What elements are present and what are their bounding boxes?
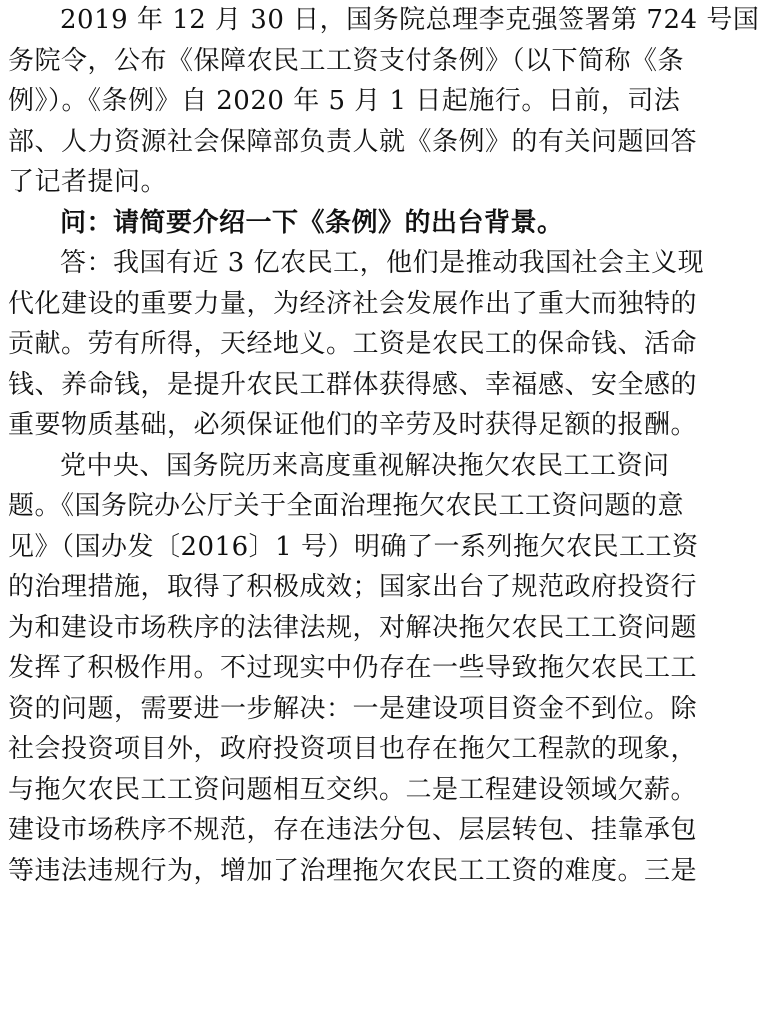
text-line: 发挥了积极作用。不过现实中仍存在一些导致拖欠农民工工 <box>8 653 698 683</box>
text-line: 代化建设的重要力量，为经济社会发展作出了重大而独特的 <box>8 288 698 319</box>
text-line: 建设市场秩序不规范，存在违法分包、层层转包、挂靠承包 <box>8 815 698 845</box>
question-line: 问：请简要介绍一下《条例》的出台背景。 <box>60 207 564 238</box>
text-line: 的治理措施，取得了积极成效；国家出台了规范政府投资行 <box>8 572 698 602</box>
text-line: 重要物质基础，必须保证他们的辛劳及时获得足额的报酬。 <box>8 410 698 440</box>
question-heading <box>8 203 632 244</box>
text-line: 党中央、国务院历来高度重视解决拖欠农民工工资问 <box>60 450 670 481</box>
text-line: 社会投资项目外，政府投资项目也存在拖欠工程款的现象， <box>8 734 698 764</box>
paragraph-answer <box>8 243 705 446</box>
paragraph-intro <box>8 0 759 203</box>
text-line: 答：我国有近 3 亿农民工，他们是推动我国社会主义现 <box>60 248 705 278</box>
text-line: 例》）。《条例》自 2020 年 5 月 1 日起施行。日前，司法 <box>8 86 681 116</box>
text-line: 与拖欠农民工工资问题相互交织。二是工程建设领域欠薪。 <box>8 774 698 805</box>
paragraph-policy <box>8 446 699 892</box>
text-line: 钱、养命钱，是提升农民工群体获得感、幸福感、安全感的 <box>8 369 698 400</box>
text-line: 等违法违规行为，增加了治理拖欠农民工工资的难度。三是 <box>8 855 698 886</box>
text-line: 务院令，公布《保障农民工工资支付条例》（以下简称《条 <box>8 45 685 76</box>
text-line: 资的问题，需要进一步解决：一是建设项目资金不到位。除 <box>8 693 698 724</box>
text-line: 为和建设市场秩序的法律法规，对解决拖欠农民工工资问题 <box>8 612 698 643</box>
text-line: 贡献。劳有所得，天经地义。工资是农民工的保命钱、活命 <box>8 329 698 359</box>
text-line: 2019 年 12 月 30 日，国务院总理李克强签署第 724 号国 <box>60 5 759 35</box>
text-line: 部、人力资源社会保障部负责人就《条例》的有关问题回答 <box>8 126 698 157</box>
text-line: 题。《国务院办公厅关于全面治理拖欠农民工工资问题的意 <box>8 491 685 521</box>
text-line: 见》（国办发〔2016〕1 号）明确了一系列拖欠农民工工资 <box>8 531 699 562</box>
text-line: 了记者提问。 <box>8 167 168 197</box>
